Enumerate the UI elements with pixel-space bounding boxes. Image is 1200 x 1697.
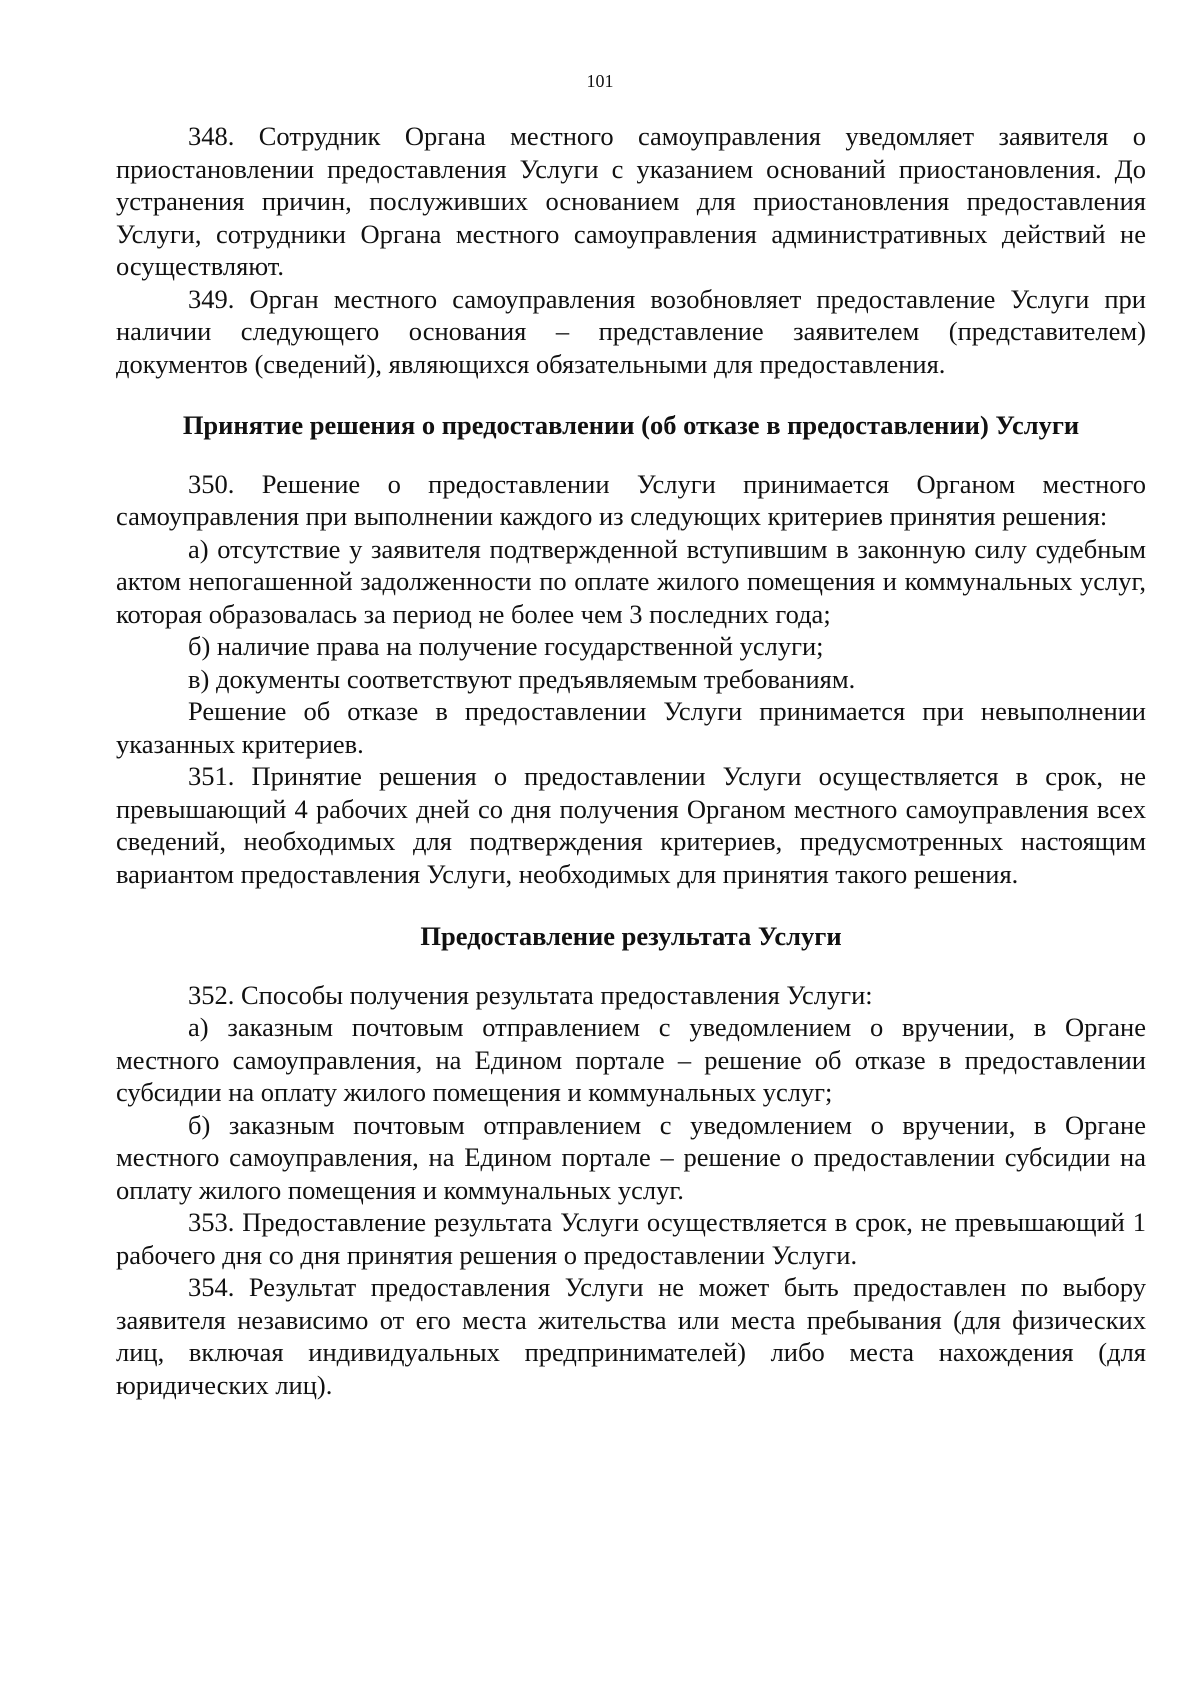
- paragraph-352: 352. Способы получения результата предоставления Услуги:: [188, 979, 873, 1010]
- criterion-b: б) наличие права на получение государственной услуги;: [188, 631, 824, 661]
- section-heading-result: Предоставление результата Услуги: [420, 921, 842, 951]
- refusal-paragraph: Решение об отказе в предоставлении Услуги принимается при невыполнении указанных критериев.: [116, 696, 1146, 759]
- criterion-v: в) документы соответствуют предъявляемым требованиям.: [188, 663, 856, 694]
- paragraph-351: 351. Принятие решения о предоставлении Услуги осуществляется в срок, не превышающий 4 рабочих дней со дня получения Органом местного самоуправления всех сведений, необходимых для подтверждения критериев, предусмотренных настоящим вариантом предоставления Услуги, необходимых для принятия такого решения.: [116, 761, 1146, 889]
- paragraph-350: 350. Решение о предоставлении Услуги принимается Органом местного самоуправления при выполнении каждого из следующих критериев принятия решения:: [116, 468, 1146, 531]
- paragraph-353: 353. Предоставление результата Услуги осуществляется в срок, не превышающий 1 рабочего дня со дня принятия решения о предоставлении Услуги.: [116, 1207, 1146, 1270]
- page-content: [116, 120, 1146, 1401]
- criterion-a: а) отсутствие у заявителя подтвержденной вступившим в законную силу судебным актом непогашенной задолженности по оплате жилого помещения и коммунальных услуг, которая образовалась за период не более чем 3 последних года;: [116, 533, 1146, 629]
- paragraph-349: 349. Орган местного самоуправления возобновляет предоставление Услуги при наличии следующего основания – представление заявителем (представителем) документов (сведений), являющихся обязательными для предоставления.: [116, 283, 1146, 379]
- method-a: а) заказным почтовым отправлением с уведомлением о вручении, в Органе местного самоуправления, на Едином портале – решение об отказе в предоставлении субсидии на оплату жилого помещения и коммунальных услуг;: [116, 1012, 1146, 1107]
- method-b: б) заказным почтовым отправлением с уведомлением о вручении, в Органе местного самоуправления, на Едином портале – решение о предоставлении субсидии на оплату жилого помещения и коммунальных услуг.: [116, 1109, 1146, 1205]
- section-heading-decision: Принятие решения о предоставлении (об отказе в предоставлении) Услуги: [182, 410, 1080, 440]
- page-number: 101: [586, 71, 614, 91]
- paragraph-348: 348. Сотрудник Органа местного самоуправления уведомляет заявителя о приостановлении предоставления Услуги с указанием оснований приостановления. До устранения причин, послуживших основанием для приостановления предоставления Услуги, сотрудники Органа местного самоуправления административных действий не осуществляют.: [116, 121, 1146, 281]
- paragraph-354: 354. Результат предоставления Услуги не может быть предоставлен по выбору заявителя независимо от его места жительства или места пребывания (для физических лиц, включая индивидуальных предпринимателей) либо места нахождения (для юридических лиц).: [116, 1272, 1146, 1400]
